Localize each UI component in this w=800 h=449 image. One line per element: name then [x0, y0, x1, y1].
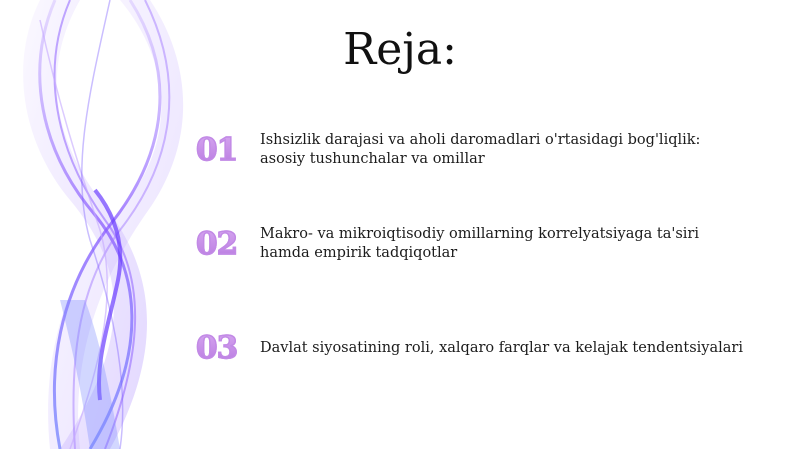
item-number-2: 02	[196, 226, 254, 262]
purple-wave-ribbon	[0, 0, 220, 449]
item-number-1: 01	[196, 132, 254, 168]
agenda-item-2	[196, 225, 776, 263]
item-text-3	[260, 339, 743, 358]
item-text-2	[260, 225, 699, 263]
item-text-2-line1: Makro- va mikroiqtisodiy omillarning korrelyatsiyaga ta'siri	[260, 226, 699, 242]
item-text-1	[260, 131, 700, 169]
item-text-1-line2: asosiy tushunchalar va omillar	[260, 151, 485, 167]
item-text-1-line1: Ishsizlik darajasi va aholi daromadlari o'rtasidagi bog'liqlik:	[260, 132, 701, 148]
item-text-2-line2: hamda empirik tadqiqotlar	[260, 245, 458, 261]
item-number-3: 03	[196, 330, 254, 366]
agenda-item-1	[196, 131, 776, 169]
agenda-item-3	[196, 330, 776, 366]
item-text-3-line1: Davlat siyosatining roli, xalqaro farqlar va kelajak tendentsiyalari	[260, 339, 743, 356]
slide-title: Reja:	[343, 24, 457, 75]
